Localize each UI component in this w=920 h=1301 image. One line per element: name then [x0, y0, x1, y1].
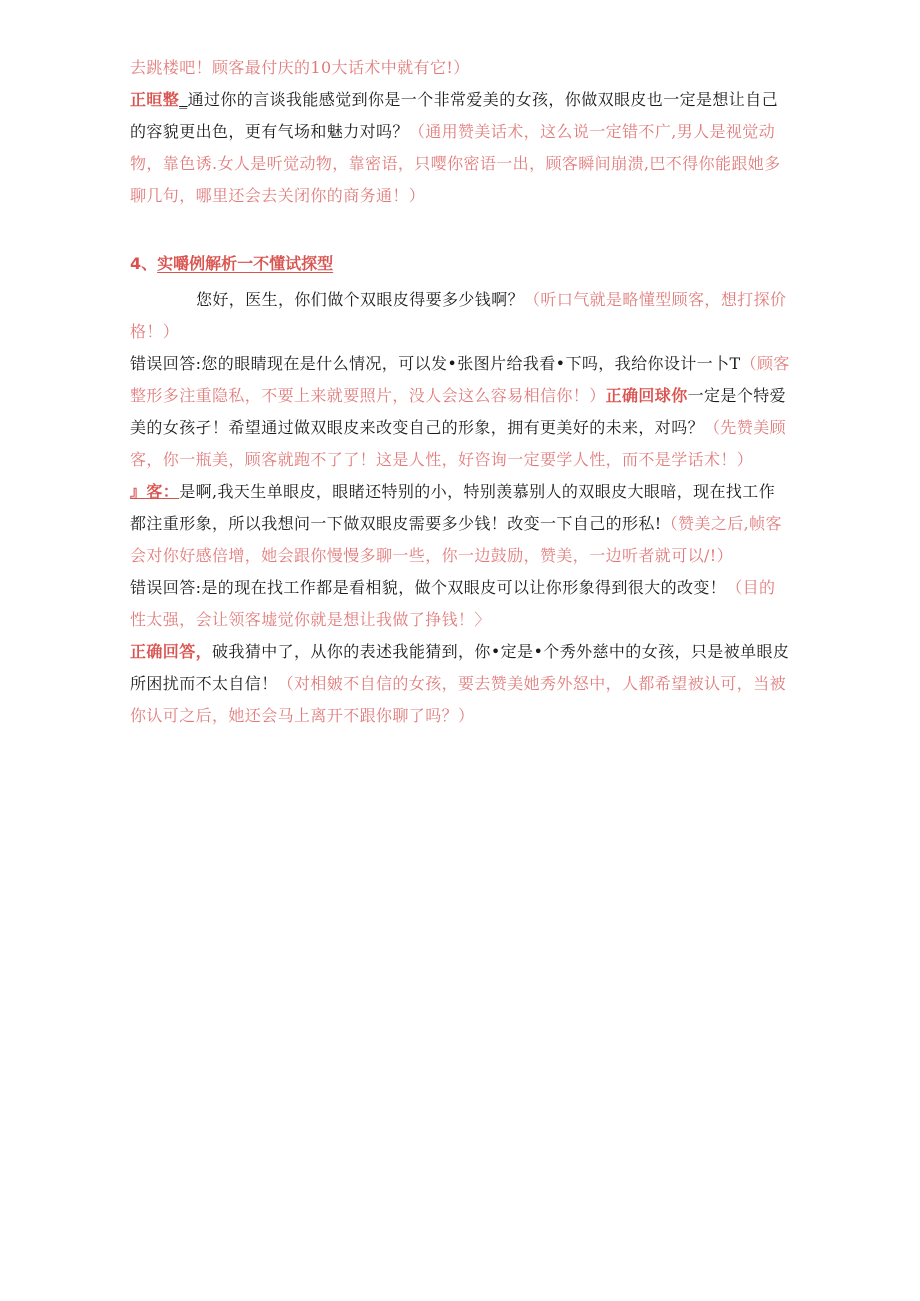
intro-paragraph-2-note: （通用赞美话术，这么说一定错不广,男人是视觉动物，靠色诱.女人是听觉动物，靠密语，只嘤你密语一出，顾客瞬间崩溃,巴不得你能跟她多聊几句，哪里还会去关闭你的商务通！） — [130, 122, 781, 205]
right-answer-2-note: （对相皴不自信的女孩，要去赞美她秀外怒中，人都希望被认可，当被你认可之后，她还会马上离开不跟你聊了吗？） — [130, 674, 787, 725]
wrong-answer-1-label: 错误回答: — [130, 354, 202, 373]
wrong-answer-1 — [130, 348, 790, 476]
customer-reply-text: 是啊,我天生单眼皮，眼睹还特别的小，特别羡慕别人的双眼皮大眼暗，现在找工作都注重形象，所以我想问一下做双眼皮需要多少钱！改变一下自己的形私! — [130, 482, 776, 533]
document-body — [130, 52, 790, 732]
section-4-heading-title: 实嚼例解析一不懂试探型 — [157, 254, 334, 273]
section-4-heading-number: 4、 — [130, 254, 158, 273]
underscore-mark: _ — [179, 90, 188, 109]
right-answer-1-note: （先赞美顾客，你一瓶美，顾客就跑不了了！这是人性，好咨询一定要学人性，而不是学话术！） — [130, 418, 787, 469]
customer-question-1-text: 您好，医生，你们做个双眼皮得要多少钱啊？ — [196, 290, 525, 309]
wrong-answer-1-text: 您的眼睛现在是什么情况，可以发•张图片给我看•下吗，我给你设计一卜T — [201, 354, 741, 373]
right-answer-1-text: 一定是个特爱美的女孩孑！希望通过做双眼皮来改变自己的形象，拥有更美好的未来，对吗？ — [130, 386, 787, 437]
customer-reply — [130, 476, 790, 572]
wrong-answer-2-note: （目的性太强，会让领客墟觉你就是想让我做了挣钱！〉 — [130, 578, 776, 629]
customer-reply-label: 』客： — [130, 482, 180, 501]
right-answer-1-label: 正确回球你 — [605, 386, 688, 405]
customer-question-1-note: （听口气就是略懂型顾客，想打探价格！） — [130, 290, 787, 341]
wrong-answer-2-label: 错误回答: — [130, 578, 202, 597]
intro-paragraph-2-text: 通过你的言谈我能感觉到你是一个非常爱美的女孩，你做双眼皮也一定是想让自己的容貌更出色，更有气场和魅力对吗？ — [130, 90, 779, 141]
intro-paragraph-2 — [130, 84, 790, 212]
customer-reply-note: （赞美之后,帧客会对你好感倍增，她会跟你慢慢多聊一些，你一边鼓励，赞美，一边听者就可以/!） — [130, 514, 782, 565]
intro-line-1-note: 去跳楼吧！顾客最付庆的10大话术中就有它!） — [130, 58, 470, 77]
wrong-answer-2-text: 是的现在找工作都是看相貌，做个双眼皮可以让你形象得到很大的改变！ — [201, 578, 727, 597]
wrong-answer-1-note: （顾客整形多注重隐私，不要上来就要照片，没人会这么容易相信你！） — [130, 354, 790, 405]
right-answer-2 — [130, 636, 790, 732]
customer-question-1 — [130, 284, 790, 348]
wrong-answer-2 — [130, 572, 790, 636]
right-answer-2-text: 破我猜中了，从你的表述我能猜到，你•定是•个秀外慈中的女孩，只是被单眼皮所困扰而不太自信！ — [130, 642, 790, 693]
intro-line-1 — [130, 52, 790, 84]
intro-paragraph-2-label: 正晅整 — [130, 90, 180, 109]
section-4-heading — [130, 244, 790, 284]
right-answer-2-label: 正确回答， — [130, 642, 213, 661]
